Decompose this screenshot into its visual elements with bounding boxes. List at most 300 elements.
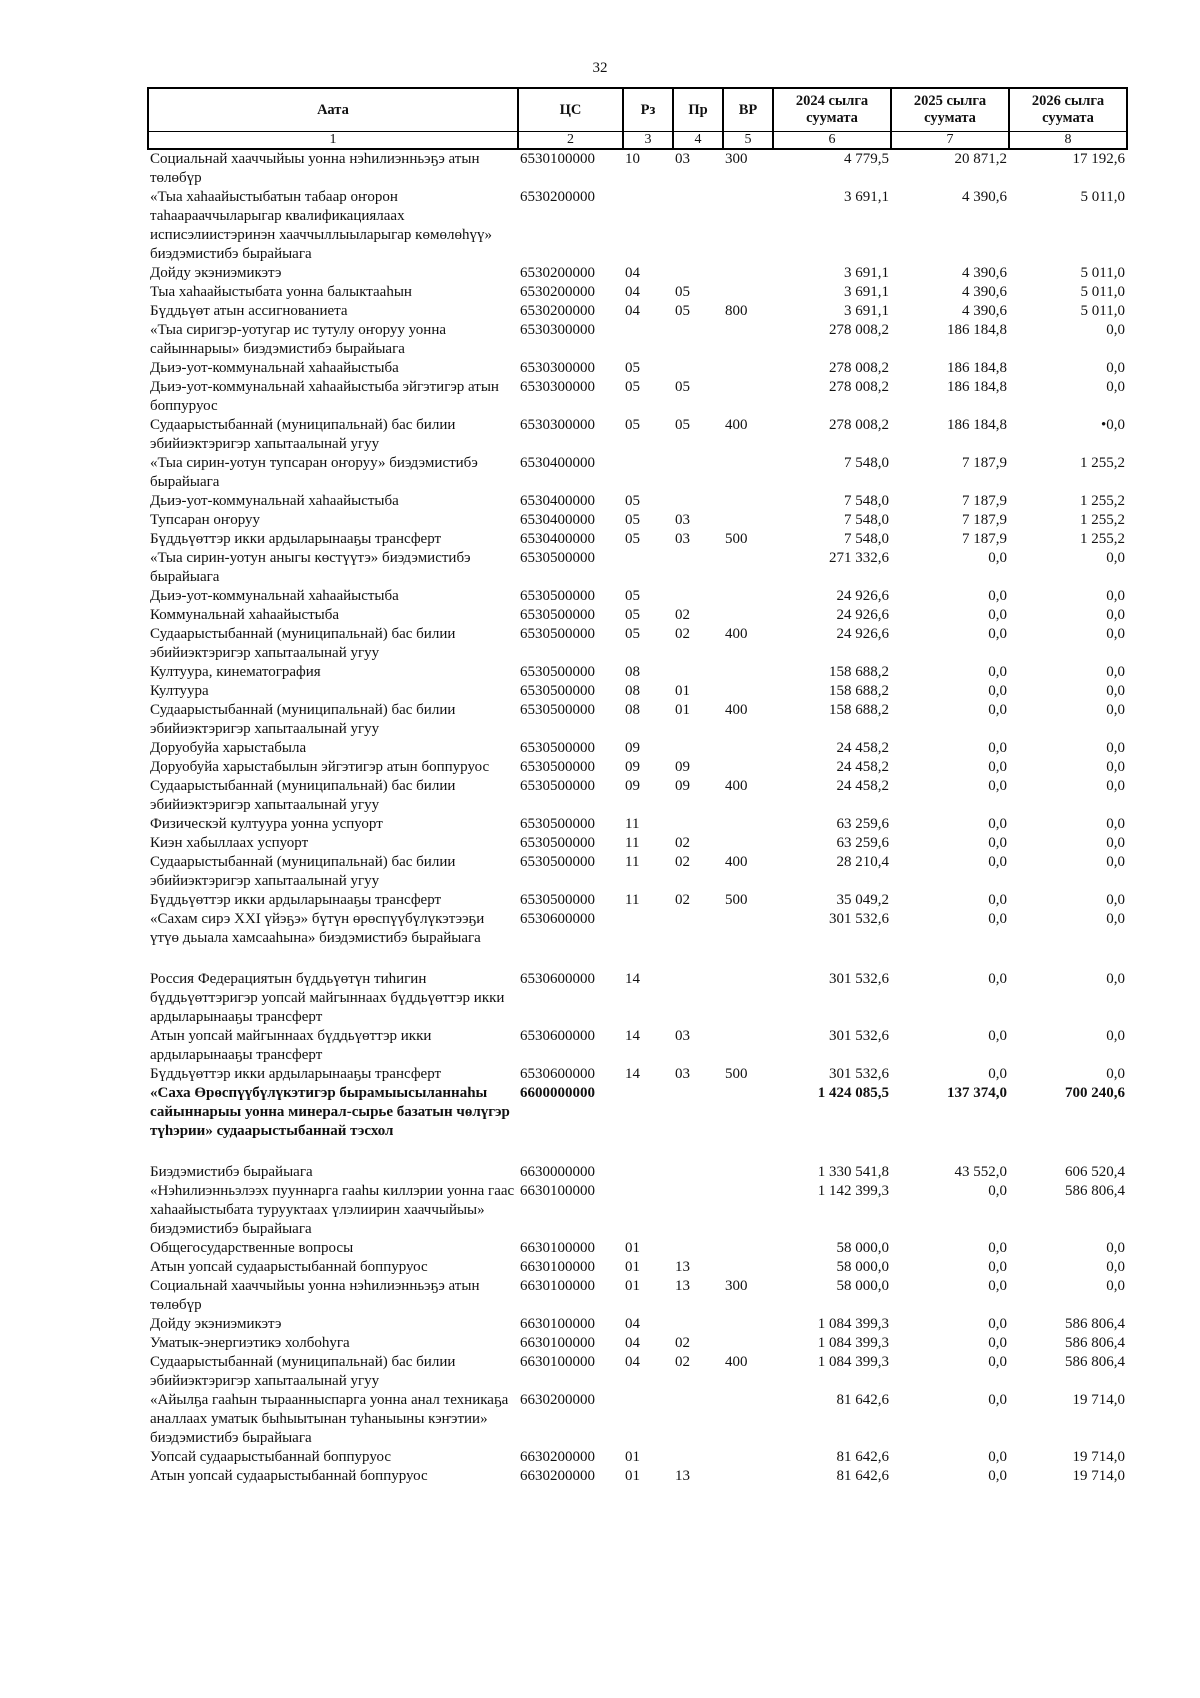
row-cs-code: 6530600000 xyxy=(520,911,595,928)
row-pr-code xyxy=(673,970,723,1027)
row-pr-code xyxy=(673,910,723,970)
row-value-2024: 81 642,6 xyxy=(836,1392,889,1409)
row-vr-code: 300 xyxy=(725,151,748,168)
table-row xyxy=(148,378,1127,416)
row-value-2024: 158 688,2 xyxy=(829,683,889,700)
row-rz-code: 04 xyxy=(625,284,640,301)
row-value-2026: 0,0 xyxy=(1106,892,1125,909)
column-number: 6 xyxy=(773,132,891,150)
row-pr-code: 02 xyxy=(675,1335,690,1352)
row-cs-code: 6530500000 xyxy=(520,683,595,700)
row-rz-code: 14 xyxy=(625,1066,640,1083)
row-vr-code xyxy=(723,1315,773,1334)
row-value-2025: 0,0 xyxy=(988,607,1007,624)
row-rz-code: 01 xyxy=(625,1449,640,1466)
row-rz-code: 09 xyxy=(625,740,640,757)
table-row xyxy=(148,1448,1127,1467)
row-pr-code: 02 xyxy=(675,607,690,624)
row-pr-code: 03 xyxy=(675,1066,690,1083)
row-name: «Саха Өрөспүүбүлүкэтигэр бырамыысыланнаһы сайыннарыы уонна минерал-сырье базатын чөлүгэр түһэрии» судаарыстыбаннай тэсхол xyxy=(150,1085,510,1140)
row-pr-code: 09 xyxy=(675,778,690,795)
table-row xyxy=(148,549,1127,587)
table-row xyxy=(148,891,1127,910)
row-pr-code: 13 xyxy=(675,1278,690,1295)
row-value-2025: 0,0 xyxy=(988,740,1007,757)
row-name: Судаарыстыбаннай (муниципальнай) бас билии эбийиэктэригэр хапытаалынай угуу xyxy=(150,702,456,738)
row-cs-code: 6530600000 xyxy=(520,1028,595,1045)
row-vr-code: 400 xyxy=(725,626,748,643)
row-value-2026: 17 192,6 xyxy=(1072,151,1125,168)
row-vr-code: 500 xyxy=(725,531,748,548)
row-value-2025: 0,0 xyxy=(988,835,1007,852)
row-rz-code: 01 xyxy=(625,1468,640,1485)
row-cs-code: 6630100000 xyxy=(520,1259,595,1276)
row-pr-code: 09 xyxy=(675,759,690,776)
row-rz-code: 05 xyxy=(625,512,640,529)
row-rz-code: 11 xyxy=(625,854,640,871)
column-number: 5 xyxy=(723,132,773,150)
row-cs-code: 6630100000 xyxy=(520,1354,595,1371)
row-value-2026: 5 011,0 xyxy=(1080,265,1125,282)
row-rz-code: 14 xyxy=(625,971,640,988)
row-name: Атын уопсай майгыннаах бүддьүөттэр икки ардыларынааҕы трансферт xyxy=(150,1028,432,1064)
row-rz-code: 05 xyxy=(625,607,640,624)
row-value-2026: 0,0 xyxy=(1106,911,1125,928)
column-number: 2 xyxy=(518,132,623,150)
header-vr: ВР xyxy=(723,88,773,132)
row-value-2025: 0,0 xyxy=(988,911,1007,928)
row-value-2026: 5 011,0 xyxy=(1080,284,1125,301)
row-rz-code: 11 xyxy=(625,892,640,909)
row-value-2025: 0,0 xyxy=(988,1468,1007,1485)
row-rz-code: 04 xyxy=(625,1354,640,1371)
row-cs-code: 6530100000 xyxy=(520,151,595,168)
table-row xyxy=(148,1353,1127,1391)
column-number: 3 xyxy=(623,132,673,150)
row-value-2026: 0,0 xyxy=(1106,816,1125,833)
row-pr-code xyxy=(673,549,723,587)
row-value-2024: 301 532,6 xyxy=(829,1028,889,1045)
row-vr-code xyxy=(723,758,773,777)
row-rz-code: 01 xyxy=(625,1259,640,1276)
row-value-2025: 7 187,9 xyxy=(962,531,1007,548)
row-vr-code: 300 xyxy=(725,1278,748,1295)
header-2026: 2026 сылга суумата xyxy=(1009,88,1127,132)
row-name: Бүддьүөттэр икки ардыларынааҕы трансферт xyxy=(150,531,442,548)
row-name: Атын уопсай судаарыстыбаннай боппуруос xyxy=(150,1259,428,1276)
row-cs-code: 6630200000 xyxy=(520,1468,595,1485)
row-cs-code: 6530500000 xyxy=(520,778,595,795)
row-value-2026: 0,0 xyxy=(1106,854,1125,871)
row-rz-code: 09 xyxy=(625,778,640,795)
row-value-2024: 158 688,2 xyxy=(829,664,889,681)
row-cs-code: 6530200000 xyxy=(520,284,595,301)
row-value-2024: 24 926,6 xyxy=(836,626,889,643)
row-value-2025: 0,0 xyxy=(988,816,1007,833)
table-row xyxy=(148,682,1127,701)
row-rz-code: 05 xyxy=(625,588,640,605)
table-row xyxy=(148,1239,1127,1258)
row-value-2024: 58 000,0 xyxy=(836,1278,889,1295)
row-cs-code: 6630100000 xyxy=(520,1316,595,1333)
row-name: Бүддьүөттэр икки ардыларынааҕы трансферт xyxy=(150,892,442,909)
column-number-row xyxy=(148,132,1127,150)
row-value-2026: 0,0 xyxy=(1106,588,1125,605)
row-name: Уопсай судаарыстыбаннай боппуруос xyxy=(150,1449,391,1466)
row-value-2025: 0,0 xyxy=(988,1392,1007,1409)
row-rz-code: 11 xyxy=(625,835,640,852)
row-rz-code: 11 xyxy=(625,816,640,833)
row-name: Дойду экэниэмикэтэ xyxy=(150,1316,282,1333)
row-vr-code xyxy=(723,1334,773,1353)
row-pr-code xyxy=(673,739,723,758)
row-name: Тыа хаһаайыстыбата уонна балыктааһын xyxy=(150,284,412,301)
row-value-2024: 271 332,6 xyxy=(829,550,889,567)
row-pr-code: 02 xyxy=(675,854,690,871)
row-rz-code: 04 xyxy=(625,1335,640,1352)
row-name: Дьиэ-уот-коммунальнай хаһаайыстыба xyxy=(150,588,399,605)
row-pr-code: 03 xyxy=(675,531,690,548)
row-rz-code: 05 xyxy=(625,626,640,643)
row-value-2026: 586 806,4 xyxy=(1065,1183,1125,1200)
row-value-2024: 7 548,0 xyxy=(844,493,889,510)
row-vr-code xyxy=(723,970,773,1027)
row-cs-code: 6530500000 xyxy=(520,854,595,871)
row-cs-code: 6630200000 xyxy=(520,1392,595,1409)
table-row xyxy=(148,1182,1127,1239)
row-value-2024: 63 259,6 xyxy=(836,835,889,852)
row-cs-code: 6530300000 xyxy=(520,322,595,339)
row-name: Судаарыстыбаннай (муниципальнай) бас билии эбийиэктэригэр хапытаалынай угуу xyxy=(150,1354,456,1390)
table-body xyxy=(148,149,1127,1486)
row-rz-code xyxy=(623,454,673,492)
row-value-2026: 19 714,0 xyxy=(1072,1468,1125,1485)
row-vr-code xyxy=(723,606,773,625)
table-row xyxy=(148,511,1127,530)
row-value-2025: 43 552,0 xyxy=(954,1164,1007,1181)
column-number: 7 xyxy=(891,132,1009,150)
row-value-2025: 0,0 xyxy=(988,1335,1007,1352)
row-value-2026: 0,0 xyxy=(1106,1240,1125,1257)
row-name: «Тыа сирин-уотун аныгы көстүүтэ» биэдэмистибэ бырайыага xyxy=(150,550,471,586)
row-pr-code xyxy=(673,1315,723,1334)
row-value-2026: 0,0 xyxy=(1106,971,1125,988)
row-vr-code: 400 xyxy=(725,778,748,795)
row-value-2026: 0,0 xyxy=(1106,759,1125,776)
row-pr-code: 13 xyxy=(675,1468,690,1485)
row-value-2026: 5 011,0 xyxy=(1080,303,1125,320)
row-vr-code xyxy=(723,1163,773,1182)
row-name: «Тыа сиригэр-уотугар ис тутулу оҥоруу уонна сайыннарыы» биэдэмистибэ бырайыага xyxy=(150,322,447,358)
row-cs-code: 6630200000 xyxy=(520,1449,595,1466)
row-rz-code xyxy=(623,321,673,359)
row-pr-code xyxy=(673,1163,723,1182)
row-rz-code xyxy=(623,549,673,587)
row-name: Доруобуйа харыстабыла xyxy=(150,740,307,757)
row-value-2024: 1 142 399,3 xyxy=(817,1183,889,1200)
row-vr-code xyxy=(723,321,773,359)
row-rz-code: 08 xyxy=(625,664,640,681)
column-number: 8 xyxy=(1009,132,1127,150)
table-row xyxy=(148,416,1127,454)
row-name: Общегосударственные вопросы xyxy=(150,1240,354,1257)
row-name: Дьиэ-уот-коммунальнай хаһаайыстыба xyxy=(150,493,399,510)
row-value-2026: 0,0 xyxy=(1106,626,1125,643)
table-row xyxy=(148,587,1127,606)
row-value-2026: 0,0 xyxy=(1106,379,1125,396)
table-row xyxy=(148,853,1127,891)
row-cs-code: 6630000000 xyxy=(520,1164,595,1181)
row-value-2026: 1 255,2 xyxy=(1080,512,1125,529)
row-name: Коммунальнай хаһаайыстыба xyxy=(150,607,340,624)
row-value-2026: 19 714,0 xyxy=(1072,1449,1125,1466)
row-name: «Айылҕа гааһын тыраанныспарга уонна анал техникаҕа аналлаах уматык быһыытынан туһаныыны кэҥэтии» биэдэмистибэ бырайыага xyxy=(150,1392,509,1447)
header-pr: Пр xyxy=(673,88,723,132)
row-vr-code xyxy=(723,739,773,758)
table-row xyxy=(148,606,1127,625)
row-value-2024: 278 008,2 xyxy=(829,360,889,377)
row-value-2025: 0,0 xyxy=(988,1259,1007,1276)
table-row xyxy=(148,701,1127,739)
row-rz-code: 08 xyxy=(625,702,640,719)
table-row xyxy=(148,283,1127,302)
row-name: Дойду экэниэмикэтэ xyxy=(150,265,282,282)
row-value-2024: 3 691,1 xyxy=(844,284,889,301)
table-row xyxy=(148,758,1127,777)
row-value-2025: 4 390,6 xyxy=(962,189,1007,206)
row-value-2025: 137 374,0 xyxy=(947,1085,1007,1102)
row-value-2026: 1 255,2 xyxy=(1080,531,1125,548)
row-vr-code xyxy=(723,359,773,378)
row-vr-code xyxy=(723,1391,773,1448)
row-value-2025: 0,0 xyxy=(988,702,1007,719)
row-vr-code: 500 xyxy=(725,1066,748,1083)
row-pr-code: 05 xyxy=(675,379,690,396)
header-cs: ЦС xyxy=(518,88,623,132)
row-cs-code: 6530600000 xyxy=(520,1066,595,1083)
row-cs-code: 6530300000 xyxy=(520,379,595,396)
row-name: Судаарыстыбаннай (муниципальнай) бас билии эбийиэктэригэр хапытаалынай угуу xyxy=(150,626,456,662)
row-pr-code xyxy=(673,1084,723,1163)
row-vr-code: 400 xyxy=(725,702,748,719)
header-name: Аата xyxy=(148,88,518,132)
row-name: Тупсаран оҥоруу xyxy=(150,512,261,529)
row-value-2026: 0,0 xyxy=(1106,1066,1125,1083)
row-value-2025: 0,0 xyxy=(988,892,1007,909)
row-cs-code: 6530600000 xyxy=(520,971,595,988)
row-pr-code xyxy=(673,188,723,264)
row-pr-code: 02 xyxy=(675,626,690,643)
row-pr-code: 05 xyxy=(675,284,690,301)
row-value-2026: 0,0 xyxy=(1106,322,1125,339)
row-value-2024: 24 458,2 xyxy=(836,740,889,757)
row-rz-code: 04 xyxy=(625,265,640,282)
row-vr-code: 500 xyxy=(725,892,748,909)
row-value-2025: 0,0 xyxy=(988,971,1007,988)
table-row xyxy=(148,1334,1127,1353)
row-value-2025: 7 187,9 xyxy=(962,455,1007,472)
row-cs-code: 6530300000 xyxy=(520,360,595,377)
row-pr-code xyxy=(673,587,723,606)
row-cs-code: 6530500000 xyxy=(520,816,595,833)
row-vr-code xyxy=(723,1084,773,1163)
row-value-2024: 1 084 399,3 xyxy=(817,1354,889,1371)
header-2024: 2024 сылга суумата xyxy=(773,88,891,132)
row-value-2026: 0,0 xyxy=(1106,778,1125,795)
row-value-2026: 0,0 xyxy=(1106,1259,1125,1276)
row-vr-code: 400 xyxy=(725,1354,748,1371)
row-value-2024: 4 779,5 xyxy=(844,151,889,168)
row-pr-code xyxy=(673,1448,723,1467)
row-value-2024: 3 691,1 xyxy=(844,265,889,282)
table-row xyxy=(148,777,1127,815)
row-vr-code xyxy=(723,492,773,511)
row-value-2025: 0,0 xyxy=(988,588,1007,605)
row-name: Дьиэ-уот-коммунальнай хаһаайыстыба xyxy=(150,360,399,377)
row-value-2026: 0,0 xyxy=(1106,835,1125,852)
table-row xyxy=(148,149,1127,188)
table-row xyxy=(148,739,1127,758)
row-pr-code xyxy=(673,359,723,378)
table-row xyxy=(148,359,1127,378)
row-value-2024: 7 548,0 xyxy=(844,512,889,529)
row-vr-code xyxy=(723,815,773,834)
table-row xyxy=(148,1084,1127,1163)
row-vr-code xyxy=(723,834,773,853)
header-rz: Рз xyxy=(623,88,673,132)
row-value-2024: 158 688,2 xyxy=(829,702,889,719)
budget-table xyxy=(147,87,1128,1486)
row-rz-code xyxy=(623,1391,673,1448)
table-row xyxy=(148,834,1127,853)
row-value-2026: 0,0 xyxy=(1106,360,1125,377)
row-value-2024: 1 084 399,3 xyxy=(817,1335,889,1352)
row-value-2024: 24 458,2 xyxy=(836,778,889,795)
row-value-2024: 24 926,6 xyxy=(836,588,889,605)
row-value-2026: 0,0 xyxy=(1106,683,1125,700)
row-pr-code: 01 xyxy=(675,683,690,700)
row-value-2025: 0,0 xyxy=(988,778,1007,795)
row-cs-code: 6530500000 xyxy=(520,740,595,757)
row-vr-code xyxy=(723,663,773,682)
row-cs-code: 6530500000 xyxy=(520,664,595,681)
row-pr-code: 03 xyxy=(675,1028,690,1045)
table-row xyxy=(148,1391,1127,1448)
row-pr-code: 02 xyxy=(675,1354,690,1371)
table-row xyxy=(148,663,1127,682)
row-value-2024: 1 424 085,5 xyxy=(817,1085,889,1102)
row-cs-code: 6530500000 xyxy=(520,626,595,643)
row-value-2025: 7 187,9 xyxy=(962,493,1007,510)
row-value-2026: 0,0 xyxy=(1106,740,1125,757)
row-value-2025: 0,0 xyxy=(988,550,1007,567)
row-vr-code xyxy=(723,910,773,970)
table-row xyxy=(148,1467,1127,1486)
row-value-2026: •0,0 xyxy=(1100,417,1125,434)
row-rz-code xyxy=(623,1182,673,1239)
page-number: 32 xyxy=(592,60,608,76)
row-value-2024: 28 210,4 xyxy=(836,854,889,871)
row-value-2025: 186 184,8 xyxy=(947,360,1007,377)
row-name: Уматык-энергиэтикэ холбоһуга xyxy=(150,1335,350,1352)
row-cs-code: 6530500000 xyxy=(520,892,595,909)
row-pr-code xyxy=(673,1182,723,1239)
row-pr-code xyxy=(673,663,723,682)
row-value-2026: 0,0 xyxy=(1106,550,1125,567)
row-vr-code: 800 xyxy=(725,303,748,320)
row-value-2024: 278 008,2 xyxy=(829,322,889,339)
row-value-2026: 586 806,4 xyxy=(1065,1316,1125,1333)
row-pr-code: 03 xyxy=(675,512,690,529)
table-row xyxy=(148,188,1127,264)
row-rz-code xyxy=(623,1084,673,1163)
row-vr-code: 400 xyxy=(725,854,748,871)
row-name: Култуура xyxy=(150,683,209,700)
row-value-2024: 58 000,0 xyxy=(836,1259,889,1276)
row-cs-code: 6530400000 xyxy=(520,512,595,529)
row-name: Социальнай хааччыйыы уонна нэһилиэнньэҕэ атын төлөбүр xyxy=(150,151,480,187)
row-value-2025: 7 187,9 xyxy=(962,512,1007,529)
row-value-2024: 7 548,0 xyxy=(844,531,889,548)
row-value-2024: 278 008,2 xyxy=(829,379,889,396)
row-value-2024: 278 008,2 xyxy=(829,417,889,434)
row-value-2025: 0,0 xyxy=(988,1354,1007,1371)
row-name: Дьиэ-уот-коммунальнай хаһаайыстыба эйгэтигэр атын боппуруос xyxy=(150,379,499,415)
row-value-2026: 5 011,0 xyxy=(1080,189,1125,206)
row-vr-code xyxy=(723,283,773,302)
row-cs-code: 6530500000 xyxy=(520,835,595,852)
row-name: Киэн хабыллаах успуорт xyxy=(150,835,309,852)
row-value-2024: 301 532,6 xyxy=(829,971,889,988)
row-rz-code: 01 xyxy=(625,1278,640,1295)
row-vr-code: 400 xyxy=(725,417,748,434)
row-pr-code: 05 xyxy=(675,303,690,320)
table-row xyxy=(148,454,1127,492)
row-cs-code: 6530400000 xyxy=(520,531,595,548)
table-row xyxy=(148,492,1127,511)
row-value-2024: 81 642,6 xyxy=(836,1468,889,1485)
row-pr-code: 03 xyxy=(675,151,690,168)
row-value-2024: 3 691,1 xyxy=(844,189,889,206)
table-row xyxy=(148,1258,1127,1277)
row-name: «Тыа сирин-уотун тупсаран оҥоруу» биэдэмистибэ бырайыага xyxy=(150,455,478,491)
table-row xyxy=(148,1065,1127,1084)
row-value-2025: 0,0 xyxy=(988,1240,1007,1257)
row-cs-code: 6530200000 xyxy=(520,303,595,320)
row-value-2024: 63 259,6 xyxy=(836,816,889,833)
row-name: Атын уопсай судаарыстыбаннай боппуруос xyxy=(150,1468,428,1485)
row-vr-code xyxy=(723,264,773,283)
row-value-2025: 0,0 xyxy=(988,1066,1007,1083)
row-rz-code: 10 xyxy=(625,151,640,168)
table-row xyxy=(148,321,1127,359)
row-value-2024: 1 084 399,3 xyxy=(817,1316,889,1333)
row-cs-code: 6630100000 xyxy=(520,1278,595,1295)
row-value-2024: 3 691,1 xyxy=(844,303,889,320)
row-name: Култуура, кинематография xyxy=(150,664,321,681)
row-value-2025: 186 184,8 xyxy=(947,417,1007,434)
row-pr-code xyxy=(673,1391,723,1448)
row-vr-code xyxy=(723,1258,773,1277)
row-cs-code: 6530500000 xyxy=(520,759,595,776)
row-vr-code xyxy=(723,1467,773,1486)
row-vr-code xyxy=(723,454,773,492)
row-cs-code: 6530200000 xyxy=(520,189,595,206)
row-value-2026: 0,0 xyxy=(1106,1028,1125,1045)
row-value-2025: 4 390,6 xyxy=(962,265,1007,282)
row-vr-code xyxy=(723,1027,773,1065)
row-value-2025: 186 184,8 xyxy=(947,322,1007,339)
